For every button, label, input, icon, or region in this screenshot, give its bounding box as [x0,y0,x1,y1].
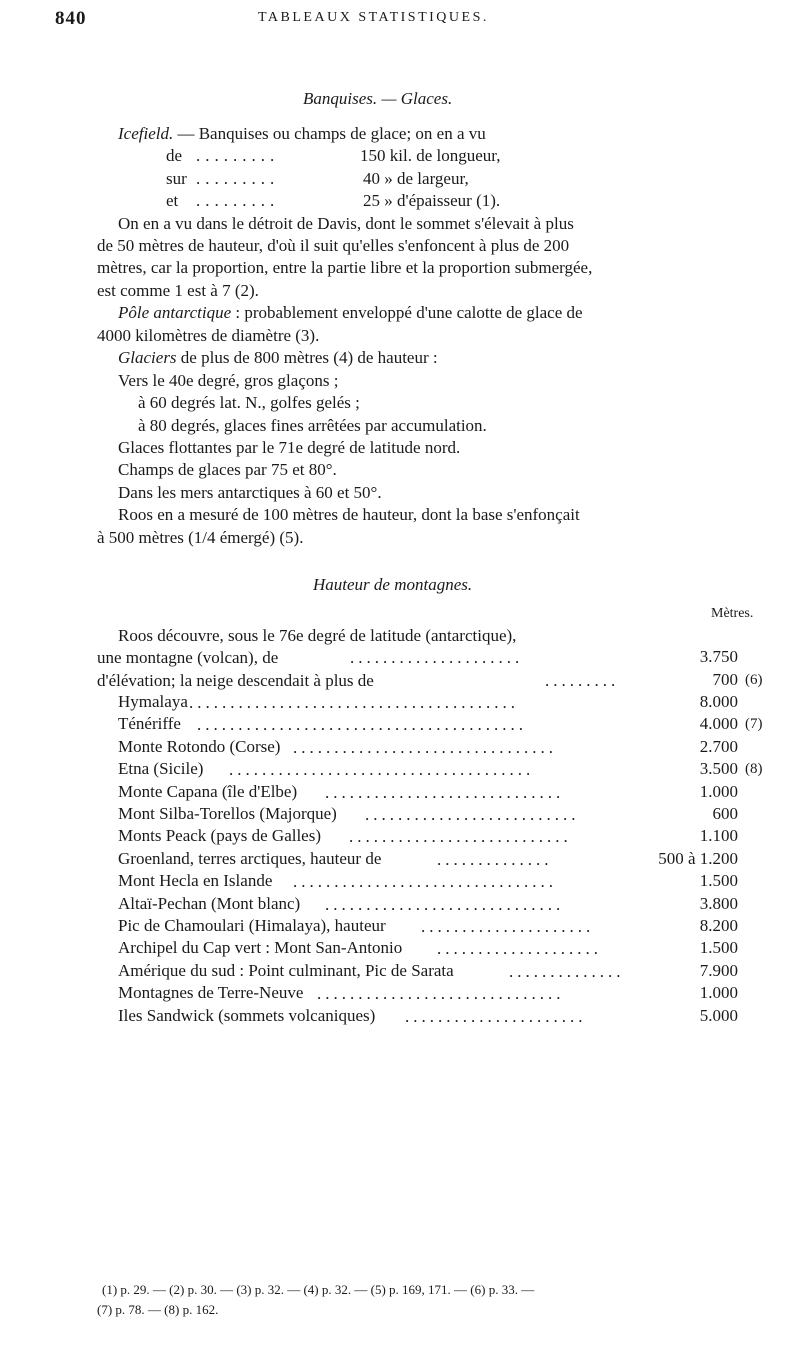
mountain-height: 5.000 [699,1006,738,1025]
mountain-height: 500 à 1.200 [658,849,738,868]
icefield-row-word: de [166,146,183,165]
paragraph-line: de 50 mètres de hauteur, d'où il suit qu'elles s'enfoncent à plus de 200 [97,236,570,255]
leader-dots: ......... [196,169,280,188]
mountain-height: 600 [712,804,738,823]
section-title-montagnes: Hauteur de montagnes. [313,575,473,594]
glaciers-label: Glaciers [118,348,177,367]
paragraph-line: Glaces flottantes par le 71e degré de latitude nord. [118,438,461,457]
mountain-height: 1.500 [699,938,738,957]
pole-label: Pôle antarctique [118,303,232,322]
unit-header: Mètres. [711,606,754,621]
mountain-height: 1.000 [699,782,738,801]
section-title-banquises: Banquises. — Glaces. [303,89,453,108]
mountain-name: Altaï-Pechan (Mont blanc) [118,894,301,913]
leader-dots: ........................................ [189,693,519,712]
intro-line: Roos découvre, sous le 76e degré de latitude (antarctique), [118,626,517,645]
mountain-name: Etna (Sicile) [118,759,204,778]
mountain-name: Groenland, terres arctiques, hauteur de [118,849,382,868]
icefield-row-value: 150 kil. de longueur, [360,146,501,165]
paragraph-line: est comme 1 est à 7 (2). [97,281,259,300]
mountain-height: 2.700 [699,737,738,756]
pole-text-2: 4000 kilomètres de diamètre (3). [97,326,320,345]
intro-note: (6) [745,672,763,688]
mountain-height: 1.000 [699,983,738,1002]
leader-dots: ......... [545,671,620,690]
leader-dots: .................... [437,939,602,958]
leader-dots: .............. [509,962,625,981]
mountain-name: Mont Hecla en Islande [118,871,273,890]
leader-dots: ..................... [350,648,524,667]
mountain-height: 8.200 [699,916,738,935]
leader-dots: ......... [196,191,280,210]
mountain-height: 3.800 [699,894,738,913]
footnote-ref: (8) [745,761,763,777]
leader-dots: .............. [437,850,553,869]
mountain-name: Monte Rotondo (Corse) [118,737,281,756]
paragraph-line: à 80 degrés, glaces fines arrêtées par accumulation. [138,416,487,435]
mountain-name: Hymalaya [118,692,188,711]
icefield-row-word: et [166,191,179,210]
mountain-height: 8.000 [699,692,738,711]
paragraph-line: Roos en a mesuré de 100 mètres de hauteur, dont la base s'enfonçait [118,505,580,524]
leader-dots: ............................. [325,895,565,914]
mountain-height: 7.900 [699,961,738,980]
leader-dots: ........................... [349,827,572,846]
icefield-row-word: sur [166,169,187,188]
running-title: TABLEAUX STATISTIQUES. [258,10,489,25]
icefield-intro [118,123,486,145]
leader-dots: .......................... [365,805,580,824]
mountain-name: Monte Capana (île d'Elbe) [118,782,298,801]
leader-dots: ...................... [405,1007,587,1026]
leader-dots: ..................... [421,917,595,936]
leader-dots: ............................. [325,783,565,802]
icefield-row-value: 40 » de largeur, [363,169,469,188]
mountain-name: Monts Peack (pays de Galles) [118,826,322,845]
mountain-name: Amérique du sud : Point culminant, Pic de Sarata [118,961,454,980]
paragraph-line: mètres, car la proportion, entre la partie libre et la proportion submergée, [97,258,593,277]
footnote-ref: (7) [745,716,763,732]
mountain-height: 4.000 [699,714,738,733]
leader-dots: ........................................ [197,715,527,734]
footnote-line: (7) p. 78. — (8) p. 162. [97,1302,219,1317]
mountain-name: Archipel du Cap vert : Mont San-Antonio [118,938,403,957]
mountain-name: Montagnes de Terre-Neuve [118,983,304,1002]
mountain-name: Iles Sandwick (sommets volcaniques) [118,1006,376,1025]
mountain-height: 3.500 [699,759,738,778]
intro-value: 3.750 [699,647,738,666]
intro-line: d'élévation; la neige descendait à plus de [97,671,374,690]
mountain-name: Ténériffe [118,714,181,733]
pole-text: : probablement enveloppé d'une calotte de glace de [235,303,583,322]
page-number: 840 [55,8,87,29]
paragraph-line: Champs de glaces par 75 et 80°. [118,460,337,479]
intro-value: 700 [712,670,738,689]
paragraph-line: à 60 degrés lat. N., golfes gelés ; [138,393,360,412]
glaciers-text: de plus de 800 mètres (4) de hauteur : [180,348,438,367]
paragraph-line: à 500 mètres (1/4 émergé) (5). [97,528,304,547]
mountain-height: 1.100 [699,826,738,845]
icefield-intro-text: — Banquises ou champs de glace; on en a vu [177,124,486,143]
mountain-name: Pic de Chamoulari (Himalaya), hauteur [118,916,386,935]
leader-dots: .............................. [317,984,565,1003]
leader-dots: ................................ [293,738,557,757]
icefield-row-value: 25 » d'épaisseur (1). [363,191,501,210]
paragraph-line: On en a vu dans le détroit de Davis, dont le sommet s'élevait à plus [118,214,574,233]
leader-dots: ..................................... [229,760,535,779]
footnote-line: (1) p. 29. — (2) p. 30. — (3) p. 32. — (4) p. 32. — (5) p. 169, 171. — (6) p. 33. — [102,1282,535,1297]
intro-line: une montagne (volcan), de [97,648,279,667]
paragraph-line: Vers le 40e degré, gros glaçons ; [118,371,339,390]
leader-dots: ................................ [293,872,557,891]
paragraph-line: Dans les mers antarctiques à 60 et 50°. [118,483,382,502]
leader-dots: ......... [196,146,280,165]
mountain-height: 1.500 [699,871,738,890]
glaciers-line [118,347,438,369]
pole-antarctique-line [118,302,583,324]
mountain-name: Mont Silba-Torellos (Majorque) [118,804,337,823]
icefield-label: Icefield. [118,124,174,143]
